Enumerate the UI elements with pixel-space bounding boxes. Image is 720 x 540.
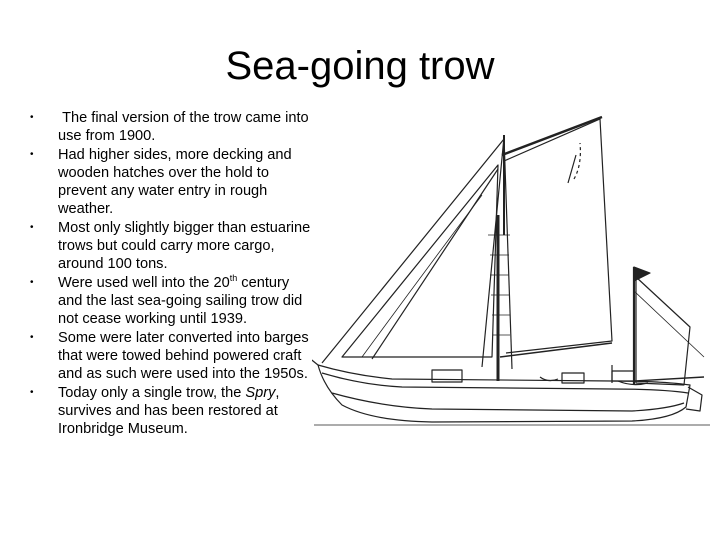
bullet-text-part: Today only a single trow, the	[58, 385, 246, 401]
bullet-text-part: century and the last sea-going sailing trow did not cease working until 1939.	[58, 275, 303, 327]
ordinal-suffix: th	[229, 273, 238, 284]
bullet-text: Had higher sides, more decking and wooden hatches over the hold to prevent any water entry in rough weather.	[58, 147, 292, 217]
bullet-dot-icon: •	[30, 149, 34, 160]
bullet-text	[58, 274, 315, 328]
bullet-item	[30, 109, 315, 145]
bullet-text: Most only slightly bigger than estuarine trows but could carry more cargo, around 100 tons.	[58, 220, 311, 272]
bullet-item	[30, 384, 315, 438]
bullet-text: The final version of the trow came into use from 1900.	[58, 110, 313, 144]
bullet-text-part: Were used well into the 20	[58, 275, 230, 291]
bullet-list	[30, 109, 315, 439]
bullet-item	[30, 274, 315, 328]
ship-name: Spry	[245, 385, 276, 401]
bullet-text	[58, 384, 315, 438]
slide-title: Sea-going trow	[225, 44, 495, 88]
bullet-dot-icon: •	[30, 387, 34, 398]
bullet-text-part: , survives and has been restored at Ironbridge Museum.	[58, 385, 280, 437]
bullet-dot-icon: •	[30, 112, 34, 123]
sailing-trow-drawing-icon	[312, 95, 712, 435]
bullet-item	[30, 219, 315, 273]
bullet-item	[30, 329, 315, 383]
bullet-item	[30, 146, 315, 218]
bullet-dot-icon: •	[30, 222, 34, 233]
bullet-dot-icon: •	[30, 332, 34, 343]
bullet-text: Some were later converted into barges that were towed behind powered craft and as such were used into the 1950s.	[58, 330, 309, 382]
bullet-dot-icon: •	[30, 277, 34, 288]
